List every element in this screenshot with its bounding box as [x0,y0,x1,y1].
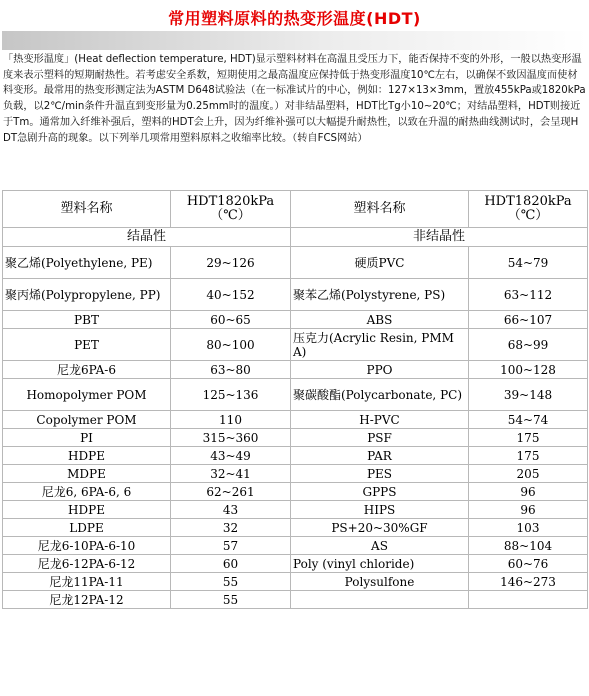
table-row [3,361,588,379]
table-row [3,311,588,329]
table-row [3,465,588,483]
table-row [3,411,588,429]
hdt-table [2,190,588,609]
material-name-cell: 聚苯乙烯(Polystyrene, PS) [291,279,469,311]
material-name-cell: 聚碳酸酯(Polycarbonate, PC) [291,379,469,411]
hdt-value-cell: 315~360 [171,429,291,447]
material-name-cell: 尼龙11PA-11 [3,573,171,591]
hdt-value-cell: 96 [469,501,588,519]
material-name-cell: 压克力(Acrylic Resin, PMMA) [291,329,469,361]
hdt-value-cell: 80~100 [171,329,291,361]
table-row [3,591,588,609]
material-name-cell: H-PVC [291,411,469,429]
hdt-value-cell: 32 [171,519,291,537]
hdt-value-cell: 175 [469,429,588,447]
hdt-value-cell: 96 [469,483,588,501]
material-name-cell: MDPE [3,465,171,483]
hdt-value-cell: 62~261 [171,483,291,501]
material-name-cell: Copolymer POM [3,411,171,429]
material-name-cell: PES [291,465,469,483]
table-row [3,501,588,519]
header-name-1: 塑料名称 [3,191,171,228]
material-name-cell: 硬质PVC [291,247,469,279]
table-row [3,555,588,573]
material-name-cell: HDPE [3,501,171,519]
material-name-cell: 尼龙12PA-12 [3,591,171,609]
table-row [3,573,588,591]
hdt-value-cell: 175 [469,447,588,465]
material-name-cell: 聚乙烯(Polyethylene, PE) [3,247,171,279]
hdt-value-cell: 32~41 [171,465,291,483]
material-name-cell: Poly (vinyl chloride) [291,555,469,573]
material-name-cell: AS [291,537,469,555]
hdt-value-cell: 60~65 [171,311,291,329]
hdt-value-cell: 43 [171,501,291,519]
material-name-cell: PPO [291,361,469,379]
material-name-cell: 尼龙6, 6PA-6, 6 [3,483,171,501]
table-row [3,279,588,311]
hdt-value-cell: 29~126 [171,247,291,279]
table-body [3,247,588,609]
material-name-cell: ABS [291,311,469,329]
material-name-cell: LDPE [3,519,171,537]
hdt-value-cell: 55 [171,591,291,609]
material-name-cell: HDPE [3,447,171,465]
material-name-cell: PET [3,329,171,361]
table-row [3,429,588,447]
material-name-cell: 尼龙6-10PA-6-10 [3,537,171,555]
hdt-value-cell: 40~152 [171,279,291,311]
hdt-value-cell: 205 [469,465,588,483]
hdt-value-cell: 103 [469,519,588,537]
material-name-cell: 尼龙6-12PA-6-12 [3,555,171,573]
material-name-cell: 聚丙烯(Polypropylene, PP) [3,279,171,311]
hdt-value-cell: 146~273 [469,573,588,591]
table-row [3,519,588,537]
material-name-cell: HIPS [291,501,469,519]
header-hdt-1: HDT1820kPa（℃） [171,191,291,228]
hdt-value-cell: 63~80 [171,361,291,379]
hdt-value-cell: 110 [171,411,291,429]
hdt-value-cell: 43~49 [171,447,291,465]
material-name-cell: PI [3,429,171,447]
material-name-cell: PS+20~30%GF [291,519,469,537]
hdt-value-cell: 57 [171,537,291,555]
hdt-value-cell: 60 [171,555,291,573]
hdt-value-cell: 54~74 [469,411,588,429]
hdt-value-cell: 39~148 [469,379,588,411]
material-name-cell: PAR [291,447,469,465]
table-row [3,247,588,279]
material-name-cell: PSF [291,429,469,447]
table-header-row [3,191,588,228]
group-crystalline: 结晶性 [3,228,291,247]
material-name-cell: 尼龙6PA-6 [3,361,171,379]
material-name-cell: PBT [3,311,171,329]
table-row [3,329,588,361]
hdt-value-cell: 60~76 [469,555,588,573]
hdt-value-cell: 66~107 [469,311,588,329]
hdt-value-cell: 100~128 [469,361,588,379]
table-row [3,537,588,555]
group-header-row [3,228,588,247]
material-name-cell [291,591,469,609]
hdt-value-cell: 63~112 [469,279,588,311]
table-row [3,483,588,501]
hdt-value-cell: 54~79 [469,247,588,279]
hdt-value-cell [469,591,588,609]
header-hdt-2: HDT1820kPa（℃） [469,191,588,228]
group-amorphous: 非结晶性 [291,228,588,247]
header-name-2: 塑料名称 [291,191,469,228]
page-title: 常用塑料原料的热变形温度(HDT) [168,9,421,28]
table-row [3,447,588,465]
hdt-value-cell: 125~136 [171,379,291,411]
material-name-cell: Homopolymer POM [3,379,171,411]
hdt-value-cell: 55 [171,573,291,591]
hdt-value-cell: 88~104 [469,537,588,555]
table-row [3,379,588,411]
hdt-value-cell: 68~99 [469,329,588,361]
header-band [2,31,587,50]
material-name-cell: Polysulfone [291,573,469,591]
material-name-cell: GPPS [291,483,469,501]
intro-paragraph: 「热变形温度」(Heat deflection temperature, HDT)显示塑料材料在高温且受压力下，能否保持不变的外形，一般以热变形温度来表示塑料的短期耐热性。若考虑安全系数，短期使用之最高温度应保持低于热变形温度10℃左右，以确保不致因温度而使材料变形。最常用的热变形测定法为ASTM D648试验法（在一标准试片的中心，例如：127×13×3mm，置放455kPa或1820kPa负载，以2℃/min条件升温直到变形量为0.25mm时的温度。）对非结晶塑料，HDT比Tg小10~20℃；对结晶塑料，HDT则接近于Tm。通常加入纤维补强后，塑料的HDT会上升，因为纤维补强可以大幅提升耐热性，以致在升温的耐热曲线测试时，会呈现HDT急剧升高的现象。以下列举几项常用塑料原料之收缩率比较。（转自FCS网站） [3,54,586,144]
